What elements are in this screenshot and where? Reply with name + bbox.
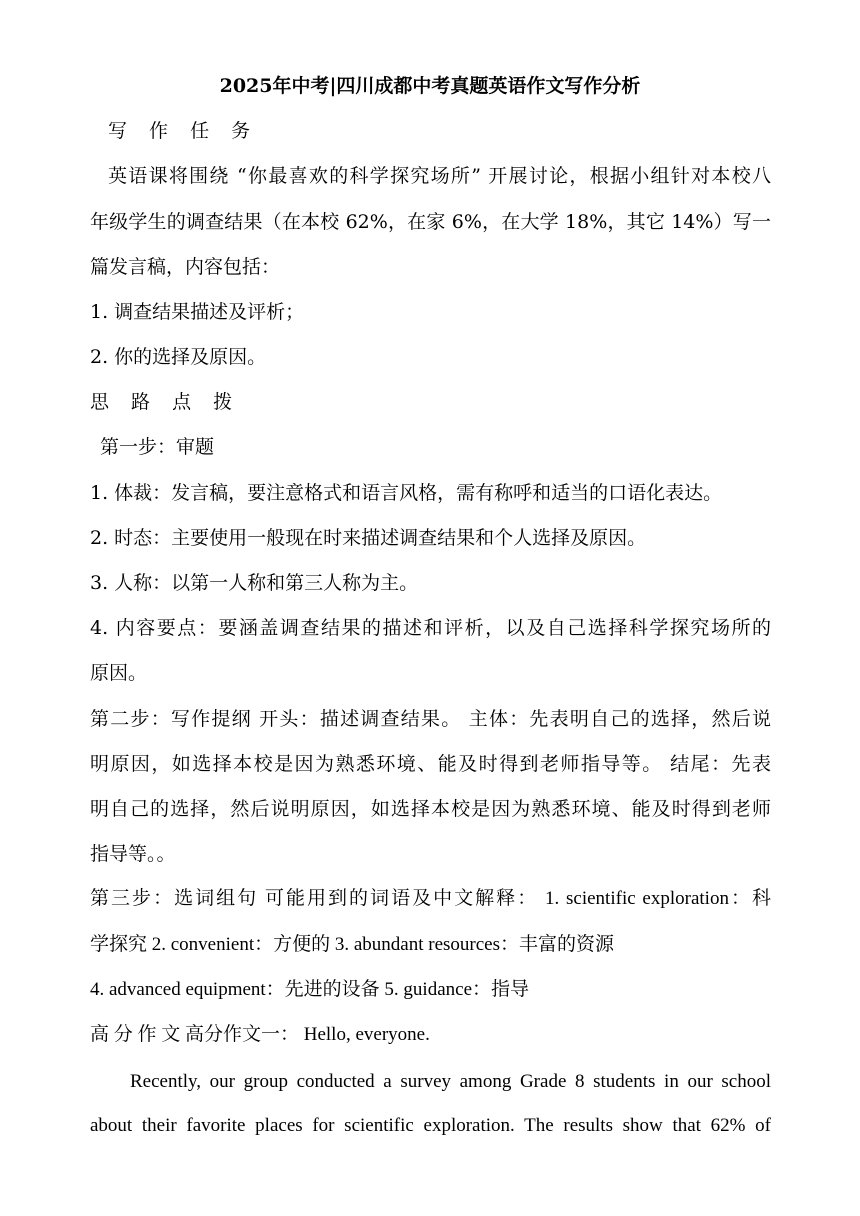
task-requirement-item: 2. 你的选择及原因。: [90, 346, 267, 368]
outline-paragraph-line: 明自己的选择，然后说明原因，如选择本校是因为熟悉环境、能及时得到老师: [90, 798, 771, 820]
vocabulary-line: 4. advanced equipment：先进的设备 5. guidance：指导: [90, 979, 530, 1000]
outline-paragraph-line: 指导等。。: [90, 843, 176, 865]
outline-paragraph-line: 第二步：写作提纲 开头：描述调查结果。 主体：先表明自己的选择，然后说: [90, 708, 771, 730]
vocabulary-line: 学探究 2. convenient：方便的 3. abundant resources：丰富的资源: [90, 934, 614, 955]
step-heading: 第一步：审题: [100, 436, 215, 458]
task-paragraph-line: 篇发言稿，内容包括：: [90, 256, 281, 278]
vocabulary-line: 第三步：选词组句 可能用到的词语及中文解释： 1. scientific exploration：科: [90, 888, 771, 909]
essay-paragraph-line: about their favorite places for scientific exploration. The results show that 62% of: [90, 1115, 771, 1136]
essay-paragraph-line: Recently, our group conducted a survey among Grade 8 students in our school: [130, 1071, 771, 1092]
section-heading-approach: 思 路 点 拨: [90, 391, 241, 413]
sample-essay-heading: 高 分 作 文 高分作文一： Hello, everyone.: [90, 1024, 430, 1045]
task-paragraph-line: 英语课将围绕 “你最喜欢的科学探究场所” 开展讨论，根据小组针对本校八: [108, 165, 771, 187]
analysis-item: 2. 时态：主要使用一般现在时来描述调查结果和个人选择及原因。: [90, 527, 647, 549]
analysis-item: 1. 体裁：发言稿，要注意格式和语言风格，需有称呼和适当的口语化表达。: [90, 482, 723, 504]
task-requirement-item: 1. 调查结果描述及评析；: [90, 301, 305, 323]
analysis-item: 原因。: [90, 662, 148, 684]
analysis-item: 3. 人称：以第一人称和第三人称为主。: [90, 572, 419, 594]
analysis-item: 4. 内容要点：要涵盖调查结果的描述和评析，以及自己选择科学探究场所的: [90, 617, 771, 639]
outline-paragraph-line: 明原因，如选择本校是因为熟悉环境、能及时得到老师指导等。 结尾：先表: [90, 753, 771, 775]
section-heading-writing-task: 写 作 任 务: [108, 120, 259, 142]
document-title: 2025年中考|四川成都中考真题英语作文写作分析: [219, 75, 641, 97]
task-paragraph-line: 年级学生的调查结果（在本校 62%，在家 6%，在大学 18%，其它 14%）写一: [90, 211, 771, 233]
